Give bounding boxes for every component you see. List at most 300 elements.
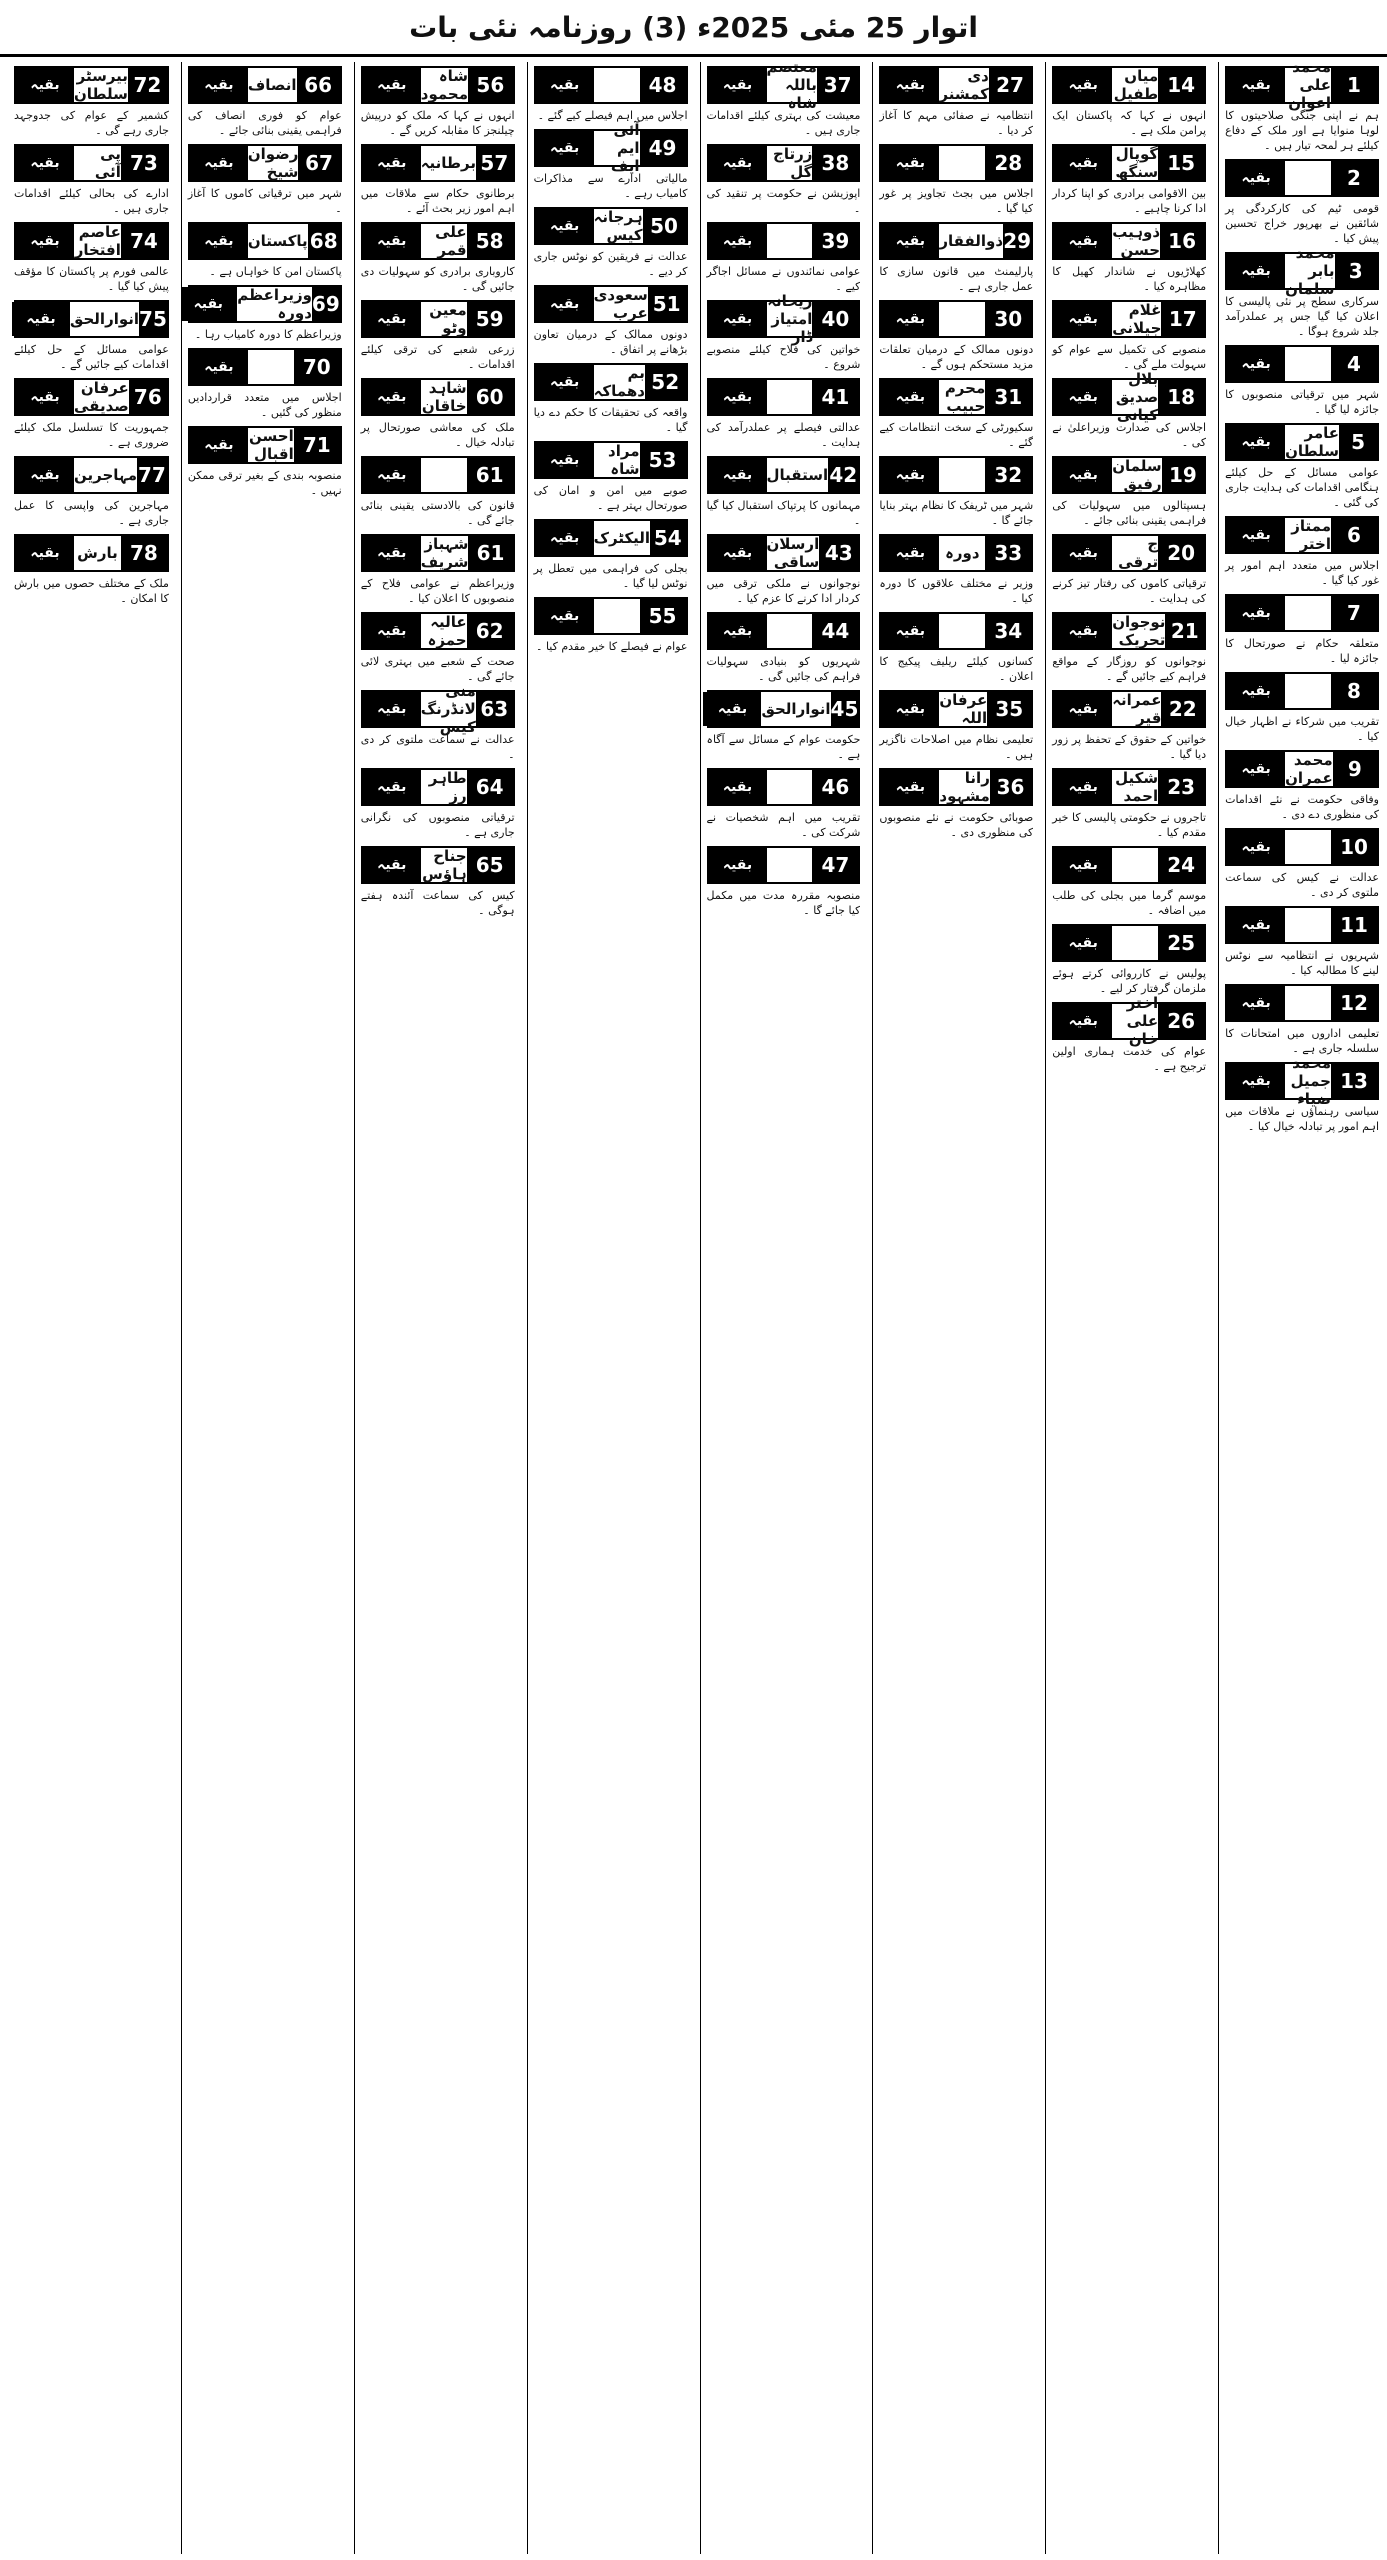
story-number: 51 (648, 287, 686, 321)
story-title (421, 458, 467, 492)
story-number: 53 (640, 443, 686, 477)
story-header (707, 612, 861, 650)
story-title: آئی ایم ایف (610, 121, 640, 175)
story-number: 9 (1333, 752, 1377, 786)
story-header (361, 846, 515, 884)
story-body: عدالتی فیصلے پر عملدرآمد کی ہدایت ۔ (706, 421, 861, 449)
story-body: انتظامیہ نے صفائی مہم کا آغاز کر دیا ۔ (879, 109, 1034, 137)
story-body: ترقیاتی منصوبوں کی نگرانی جاری ہے ۔ (360, 811, 515, 839)
story-block (879, 690, 1033, 762)
story-header (361, 456, 515, 494)
story-body: تاجروں نے حکومتی پالیسی کا خیر مقدم کیا ۔ (1052, 811, 1207, 839)
story-number: 12 (1331, 986, 1377, 1020)
story-block (879, 300, 1033, 372)
story-block (1052, 994, 1207, 1074)
continuation-label: بقیہ (1227, 1064, 1285, 1098)
story-number: 68 (308, 224, 340, 258)
story-title: برطانیہ (420, 154, 477, 172)
story-title: میاں طفیل (1113, 67, 1159, 103)
continuation-label: بقیہ (1054, 224, 1112, 258)
story-block (534, 519, 688, 591)
story-body: وزیر نے مختلف علاقوں کا دورہ کیا ۔ (879, 577, 1034, 605)
continuation-label: بقیہ (1227, 752, 1285, 786)
story-header (14, 456, 169, 494)
story-body: واقعہ کی تحقیقات کا حکم دے دیا گیا ۔ (533, 406, 688, 434)
story-number: 76 (129, 380, 167, 414)
story-number: 56 (468, 68, 513, 102)
story-block (1225, 984, 1379, 1056)
story-block (879, 144, 1033, 216)
story-title: سلمان رفیق (1112, 457, 1162, 493)
story-title (767, 848, 813, 882)
continuation-label: بقیہ (536, 443, 594, 477)
story-header (361, 378, 515, 416)
story-block (534, 363, 688, 435)
continuation-label: بقیہ (363, 224, 421, 258)
story-header (1225, 828, 1379, 866)
news-columns (8, 62, 1379, 2554)
story-title (248, 350, 294, 384)
story-number: 52 (645, 365, 686, 399)
story-header (188, 426, 342, 464)
story-title: الیکٹرک (593, 529, 651, 547)
story-block (188, 348, 342, 420)
continuation-label: بقیہ (1227, 518, 1285, 552)
masthead: اتوار 25 مئی 2025ء (3) روزنامہ نئی بات (0, 0, 1387, 57)
story-body: صحت کے شعبے میں بہتری لائی جائے گی ۔ (360, 655, 515, 683)
story-title: اختر علی خان (1126, 994, 1159, 1048)
continuation-label: بقیہ (190, 146, 248, 180)
story-header (1052, 768, 1206, 806)
continuation-label: بقیہ (536, 68, 594, 102)
story-header (14, 534, 169, 572)
story-block (1052, 222, 1206, 294)
story-block (361, 300, 515, 372)
story-block (14, 534, 169, 606)
story-number: 39 (812, 224, 858, 258)
story-header (879, 66, 1033, 104)
continuation-label: بقیہ (709, 68, 767, 102)
story-header (361, 300, 515, 338)
story-header (707, 222, 861, 260)
story-body: مہاجرین کی واپسی کا عمل جاری ہے ۔ (14, 499, 169, 527)
story-block (1225, 159, 1379, 246)
story-header (534, 207, 688, 245)
story-body: عوام کو فوری انصاف کی فراہمی یقینی بنائی جائے ۔ (187, 109, 342, 137)
story-block (360, 682, 515, 762)
news-column (527, 62, 688, 2554)
story-title: ذوالفقار (939, 232, 1004, 250)
story-number: 5 (1339, 425, 1377, 459)
continuation-label: بقیہ (363, 848, 421, 882)
story-header (534, 363, 688, 401)
story-title: عرفان اللہ (939, 691, 988, 727)
story-number: 55 (640, 599, 686, 633)
story-number: 65 (467, 848, 513, 882)
story-title: ذوہیب حسن (1112, 223, 1161, 259)
story-block (534, 66, 688, 123)
story-title: شاہد خاقان (421, 379, 467, 415)
story-header (14, 300, 169, 338)
story-body: ہسپتالوں میں سہولیات کی فراہمی یقینی بنائی جائے ۔ (1052, 499, 1207, 527)
story-number: 6 (1331, 518, 1377, 552)
continuation-label: بقیہ (1054, 770, 1112, 804)
story-title: گوپال سنگھ (1115, 145, 1159, 181)
story-number: 28 (985, 146, 1031, 180)
story-title (1285, 986, 1331, 1020)
story-number: 26 (1158, 1004, 1204, 1038)
continuation-label: بقیہ (1227, 254, 1285, 288)
story-number: 63 (476, 692, 513, 726)
continuation-label: بقیہ (16, 536, 74, 570)
story-block (1052, 690, 1206, 762)
story-header (361, 534, 515, 572)
continuation-label: بقیہ (1227, 347, 1285, 381)
continuation-label: بقیہ (881, 614, 939, 648)
continuation-label: بقیہ (536, 131, 594, 165)
story-block (1225, 516, 1379, 588)
story-header (1225, 345, 1379, 383)
story-number: 22 (1161, 692, 1204, 726)
story-title: سعودی عرب (593, 286, 648, 322)
story-header (1225, 516, 1379, 554)
story-title: معین وٹو (429, 301, 467, 337)
continuation-label: بقیہ (1227, 830, 1285, 864)
news-column (8, 62, 169, 2554)
story-block (707, 144, 861, 216)
story-number: 2 (1331, 161, 1377, 195)
story-block (534, 441, 688, 513)
continuation-label: بقیہ (190, 350, 248, 384)
story-title: ممتاز اختر (1291, 517, 1331, 553)
story-title: انوارالحق (761, 700, 831, 718)
story-header (14, 378, 169, 416)
story-body: کھلاڑیوں نے شاندار کھیل کا مظاہرہ کیا ۔ (1052, 265, 1207, 293)
story-title: رضوان شیخ (247, 145, 299, 181)
story-body: شہریوں کو بنیادی سہولیات فراہم کی جائیں گی ۔ (706, 655, 861, 683)
story-header (707, 144, 861, 182)
continuation-label: بقیہ (190, 224, 248, 258)
story-body: موسم گرما میں بجلی کی طلب میں اضافہ ۔ (1052, 889, 1207, 917)
continuation-label: بقیہ (363, 536, 421, 570)
story-block (361, 768, 515, 840)
story-title (594, 68, 640, 102)
story-header (188, 285, 342, 323)
story-body: صوبے میں امن و امان کی صورتحال بہتر ہے ۔ (533, 484, 688, 512)
story-header (879, 300, 1033, 338)
story-header (707, 846, 861, 884)
story-title: دی کمشنر (939, 67, 989, 103)
story-body: دونوں ممالک کے درمیان تعلقات مزید مستحکم ہوں گے ۔ (879, 343, 1034, 371)
story-block (1225, 594, 1379, 666)
story-body: وزیراعظم نے عوامی فلاح کے منصوبوں کا اعلان کیا ۔ (360, 577, 515, 605)
story-block (1052, 846, 1206, 918)
story-body: انہوں نے کہا کہ ملک کو درپیش چیلنجز کا مقابلہ کریں گے ۔ (360, 109, 515, 137)
story-number: 61 (468, 536, 512, 570)
story-title: عرفان صدیقی (74, 379, 129, 415)
story-block (361, 222, 515, 294)
story-body: وزیراعظم کا دورہ کامیاب رہا ۔ (194, 328, 342, 341)
story-number: 31 (985, 380, 1031, 414)
story-number: 27 (989, 68, 1031, 102)
news-column (181, 62, 342, 2554)
story-title: ریحانہ امتیاز ڈار (767, 292, 813, 346)
news-column (872, 62, 1033, 2554)
story-title: محرم حبیب (944, 379, 986, 415)
story-header (534, 441, 688, 479)
continuation-label: بقیہ (16, 224, 74, 258)
story-body: پارلیمنٹ میں قانون سازی کا عمل جاری ہے ۔ (879, 265, 1034, 293)
story-header (879, 144, 1033, 182)
story-body: تعلیمی نظام میں اصلاحات ناگزیر ہیں ۔ (879, 733, 1034, 761)
story-number: 70 (294, 350, 340, 384)
story-header (1225, 423, 1379, 461)
story-block (361, 534, 515, 606)
continuation-label: بقیہ (1054, 302, 1112, 336)
story-number: 69 (312, 287, 340, 321)
story-header (534, 66, 688, 104)
story-number: 1 (1331, 68, 1377, 102)
story-title (1285, 596, 1331, 630)
continuation-label: بقیہ (881, 692, 939, 726)
continuation-label: بقیہ (1227, 425, 1285, 459)
story-header (534, 597, 688, 635)
story-title (1112, 926, 1158, 960)
story-number: 4 (1331, 347, 1377, 381)
story-number: 18 (1158, 380, 1204, 414)
story-header (534, 285, 688, 323)
story-body: صوبائی حکومت نے نئے منصوبوں کی منظوری دی ۔ (879, 811, 1034, 839)
story-block (14, 456, 169, 528)
story-number: 42 (828, 458, 858, 492)
story-block (707, 612, 861, 684)
story-number: 32 (985, 458, 1031, 492)
story-number: 13 (1331, 1064, 1377, 1098)
story-block (879, 222, 1033, 294)
story-body: عدالت نے سماعت ملتوی کر دی ۔ (360, 733, 515, 761)
continuation-label: بقیہ (190, 68, 248, 102)
story-block (879, 378, 1033, 450)
story-block (188, 285, 342, 342)
story-title: استقبال (766, 466, 829, 484)
story-header (534, 519, 688, 557)
story-number: 67 (298, 146, 339, 180)
story-block (879, 66, 1033, 138)
story-number: 45 (831, 692, 859, 726)
continuation-label: بقیہ (709, 848, 767, 882)
story-block (1225, 906, 1379, 978)
story-header (1225, 62, 1379, 112)
story-body: قومی ٹیم کی کارکردگی پر شائقین نے بھرپور خراج تحسین پیش کیا ۔ (1225, 202, 1379, 245)
story-title: ج ترقی (1118, 535, 1159, 571)
story-block (707, 846, 861, 918)
story-number: 61 (467, 458, 513, 492)
story-body: عالمی فورم پر پاکستان کا مؤقف پیش کیا گیا ۔ (14, 265, 169, 293)
story-header (1225, 984, 1379, 1022)
story-header (1225, 906, 1379, 944)
continuation-label: بقیہ (363, 68, 421, 102)
story-body: مالیاتی ادارے سے مذاکرات کامیاب رہے ۔ (533, 172, 688, 200)
story-header (361, 66, 515, 104)
story-header (707, 292, 861, 346)
continuation-label: بقیہ (1227, 674, 1285, 708)
continuation-label: بقیہ (1054, 848, 1112, 882)
story-number: 20 (1158, 536, 1204, 570)
story-number: 43 (819, 536, 858, 570)
story-title: بم دھماکہ (593, 364, 645, 400)
story-number: 15 (1158, 146, 1204, 180)
story-header (14, 144, 169, 182)
story-number: 71 (294, 428, 340, 462)
continuation-label: بقیہ (190, 428, 248, 462)
story-title: وزیراعظم دورہ (237, 286, 312, 322)
story-number: 72 (128, 68, 167, 102)
story-header (1052, 66, 1206, 104)
story-header (1052, 300, 1206, 338)
continuation-label: بقیہ (363, 614, 421, 648)
story-block (1225, 62, 1379, 153)
continuation-label: بقیہ (881, 770, 939, 804)
story-header (1225, 750, 1379, 788)
story-title: زرتاج گل (773, 145, 813, 181)
story-body: اجلاس میں بجٹ تجاویز پر غور کیا گیا ۔ (879, 187, 1034, 215)
story-header (188, 222, 342, 260)
story-body: بین الاقوامی برادری کو اپنا کردار ادا کرنا چاہیے ۔ (1052, 187, 1207, 215)
story-block (1225, 750, 1379, 822)
story-body: مہمانوں کا پرتپاک استقبال کیا گیا ۔ (706, 499, 861, 527)
continuation-label: بقیہ (363, 380, 421, 414)
story-body: شہر میں ترقیاتی کاموں کا آغاز ۔ (187, 187, 342, 215)
story-block (879, 612, 1033, 684)
story-header (879, 456, 1033, 494)
story-number: 35 (987, 692, 1031, 726)
story-number: 77 (137, 458, 167, 492)
story-block (361, 144, 515, 216)
story-body: اجلاس کی صدارت وزیراعلیٰ نے کی ۔ (1052, 421, 1207, 449)
story-body: عوامی نمائندوں نے مسائل اجاگر کیے ۔ (706, 265, 861, 293)
story-title: بلال صدیق کیانی (1115, 370, 1159, 424)
continuation-label: بقیہ (1054, 692, 1112, 726)
story-number: 38 (812, 146, 858, 180)
continuation-label: بقیہ (881, 224, 939, 258)
story-block (1225, 828, 1379, 900)
story-title: بارش (77, 544, 118, 562)
story-header (707, 690, 861, 728)
continuation-label: بقیہ (709, 770, 767, 804)
story-body: نوجوانوں نے ملکی ترقی میں کردار ادا کرنے کا عزم کیا ۔ (706, 577, 861, 605)
story-number: 73 (121, 146, 167, 180)
story-number: 78 (121, 536, 167, 570)
continuation-label: بقیہ (703, 692, 761, 726)
story-body: تعلیمی اداروں میں امتحانات کا سلسلہ جاری ہے ۔ (1225, 1027, 1379, 1055)
story-body: بجلی کی فراہمی میں تعطل پر نوٹس لیا گیا ۔ (533, 562, 688, 590)
story-block (706, 292, 861, 372)
story-number: 33 (985, 536, 1031, 570)
story-title (767, 770, 813, 804)
story-header (707, 768, 861, 806)
story-number: 47 (812, 848, 858, 882)
continuation-label: بقیہ (363, 302, 421, 336)
story-block (1052, 370, 1207, 450)
story-title (767, 224, 813, 258)
story-number: 30 (985, 302, 1031, 336)
story-body: جمہوریت کا تسلسل ملک کیلئے ضروری ہے ۔ (14, 421, 169, 449)
continuation-label: بقیہ (536, 287, 594, 321)
story-title (594, 599, 640, 633)
story-number: 57 (476, 146, 513, 180)
story-title: عاصم افتخار (74, 223, 121, 259)
story-block (1052, 924, 1206, 996)
story-block (188, 222, 342, 279)
story-number: 49 (640, 131, 686, 165)
story-block (533, 121, 688, 201)
story-block (707, 534, 861, 606)
continuation-label: بقیہ (181, 287, 237, 321)
continuation-label: بقیہ (536, 365, 594, 399)
story-number: 59 (467, 302, 513, 336)
story-number: 46 (812, 770, 858, 804)
story-number: 16 (1160, 224, 1204, 258)
continuation-label: بقیہ (1227, 908, 1285, 942)
story-header (1225, 1054, 1379, 1108)
story-body: عدالت نے کیس کی سماعت ملتوی کر دی ۔ (1225, 871, 1379, 899)
story-header (1052, 690, 1206, 728)
continuation-label: بقیہ (363, 146, 421, 180)
story-title: مراد شاہ (608, 442, 640, 478)
story-header (361, 612, 515, 650)
story-title: احسن اقبال (249, 427, 294, 463)
story-header (1052, 534, 1206, 572)
continuation-label: بقیہ (881, 536, 939, 570)
story-block (1052, 768, 1206, 840)
story-title: طاہر رز (428, 769, 467, 805)
continuation-label: بقیہ (363, 770, 421, 804)
continuation-label: بقیہ (881, 302, 939, 336)
story-number: 74 (121, 224, 167, 258)
story-body: کسانوں کیلئے ریلیف پیکیج کا اعلان ۔ (879, 655, 1034, 683)
story-header (361, 682, 515, 736)
continuation-label: بقیہ (709, 224, 767, 258)
story-block (361, 612, 515, 684)
story-title: نوجوان تحریک (1112, 613, 1166, 649)
story-number: 36 (990, 770, 1031, 804)
story-body: عدالت نے فریقین کو نوٹس جاری کر دیے ۔ (533, 250, 688, 278)
story-block (707, 690, 861, 762)
story-body: ترقیاتی کاموں کی رفتار تیز کرنے کی ہدایت ۔ (1052, 577, 1207, 605)
story-body: نوجوانوں کو روزگار کے مواقع فراہم کیے جائیں گے ۔ (1052, 655, 1207, 683)
continuation-label: بقیہ (536, 209, 594, 243)
story-title (1285, 161, 1331, 195)
story-title: انصاف (247, 76, 297, 94)
continuation-label: بقیہ (709, 146, 767, 180)
continuation-label: بقیہ (1227, 68, 1285, 102)
story-block (1052, 612, 1206, 684)
story-header (1225, 159, 1379, 197)
story-body: انہوں نے کہا کہ پاکستان ایک پرامن ملک ہے ۔ (1052, 109, 1207, 137)
story-body: معیشت کی بہتری کیلئے اقدامات جاری ہیں ۔ (706, 109, 861, 137)
story-body: متعلقہ حکام نے صورتحال کا جائزہ لیا ۔ (1225, 637, 1379, 665)
story-title: شکیل احمد (1115, 769, 1159, 805)
story-body: کاروباری برادری کو سہولیات دی جائیں گی ۔ (360, 265, 515, 293)
story-header (1052, 924, 1206, 962)
story-number: 60 (467, 380, 513, 414)
story-number: 48 (640, 68, 686, 102)
story-body: ملک کی معاشی صورتحال پر تبادلہ خیال ۔ (360, 421, 515, 449)
story-block (1052, 66, 1206, 138)
story-body: کشمیر کے عوام کی جدوجہد جاری رہے گی ۔ (14, 109, 169, 137)
story-body: عوام نے فیصلے کا خیر مقدم کیا ۔ (536, 640, 688, 653)
story-header (1225, 672, 1379, 710)
